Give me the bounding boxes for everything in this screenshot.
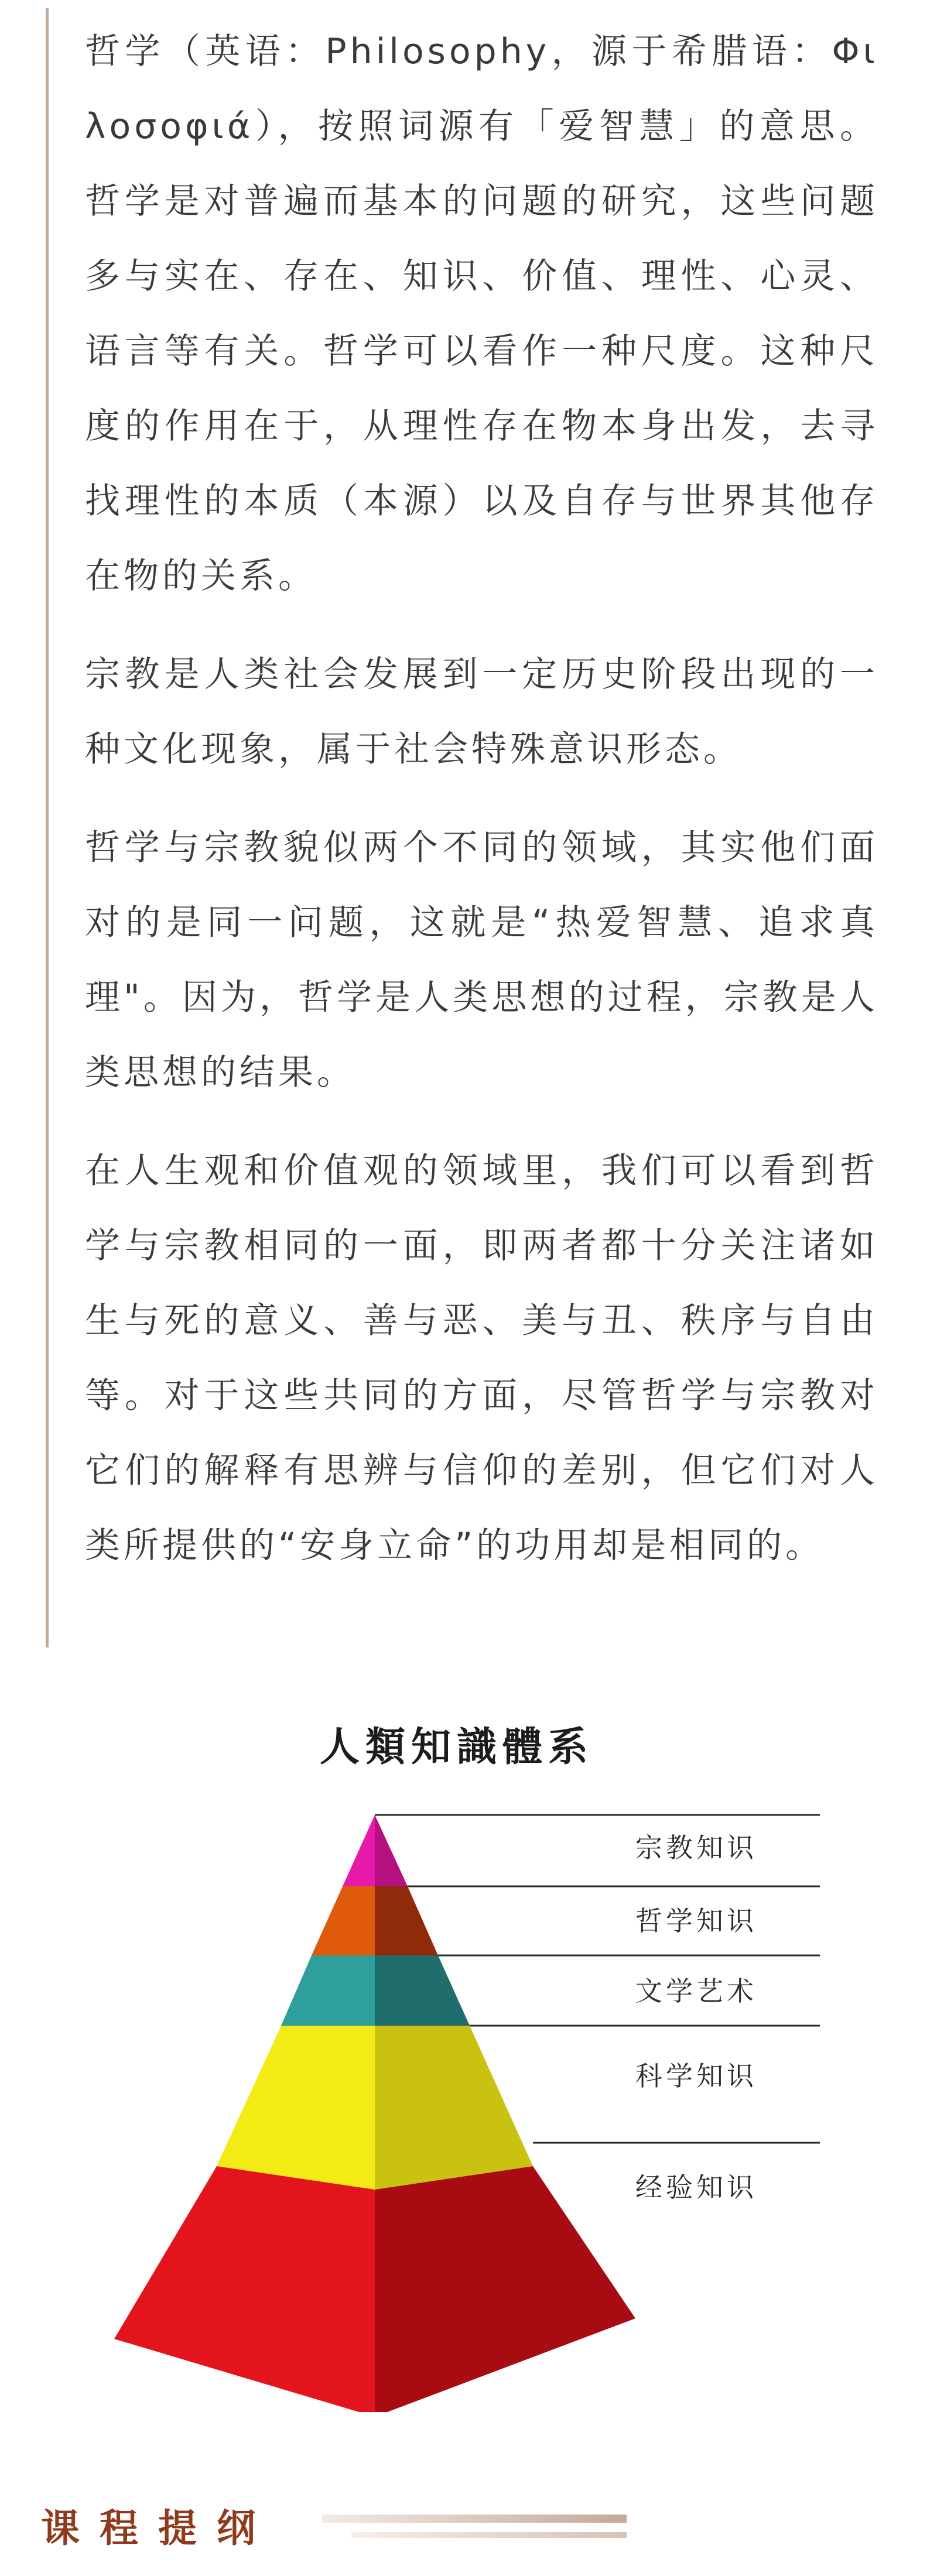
pyramid-layer-science-left	[217, 2026, 375, 2190]
quote-bar	[46, 8, 49, 1647]
section-title: 课程提纲	[41, 2506, 275, 2551]
paragraph-religion: 宗教是人类社会发展到一定历史阶段出现的一种文化现象，属于社会特殊意识形态。	[85, 654, 878, 770]
pyramid-layer-philosophy-left	[312, 1886, 375, 1955]
paragraph-values: 在人生观和价值观的领域里，我们可以看到哲学与宗教相同的一面，即两者都十分关注诸如生与死的意义、善与恶、美与丑、秩序与自由等。对于这些共同的方面，尽管哲学与宗教对它们的解释有思辨与信仰的差别，但它们对人类所提供的“安身立命”的功用却是相同的。	[85, 1150, 878, 1566]
label-literature-art: 文学艺术	[635, 1975, 757, 2007]
pyramid-graphic	[59, 1686, 878, 2412]
pyramid-layer-experience-left	[114, 2166, 375, 2412]
label-science-knowledge: 科学知识	[635, 2060, 757, 2092]
pyramid-layer-literature-right	[375, 1955, 470, 2026]
pyramid-layer-experience-right	[375, 2166, 635, 2412]
paragraph-comparison: 哲学与宗教貌似两个不同的领域，其实他们面对的是同一问题，这就是“热爱智慧、追求真理"。因为，哲学是人类思想的过程，宗教是人类思想的结果。	[85, 827, 878, 1093]
label-experience-knowledge: 经验知识	[635, 2171, 757, 2203]
label-religion-knowledge: 宗教知识	[635, 1832, 757, 1864]
pyramid-layer-religion-right	[375, 1815, 408, 1886]
figure-title: 人類知識體系	[319, 1724, 594, 1770]
label-philosophy-knowledge: 哲学知识	[635, 1905, 757, 1937]
pyramid-layer-science-right	[375, 2026, 533, 2190]
section-divider-line	[322, 2515, 627, 2523]
pyramid-layer-religion-left	[343, 1815, 375, 1886]
article-body	[85, 14, 878, 1606]
pyramid-layer-literature-left	[281, 1955, 375, 2026]
section-divider-line-secondary	[351, 2532, 627, 2538]
pyramid-layer-philosophy-right	[375, 1886, 438, 1955]
paragraph-philosophy: 哲学（英语：Philosophy，源于希腊语：Φιλοσοφιά），按照词源有「爱智慧」的意思。哲学是对普遍而基本的问题的研究，这些问题多与实在、存在、知识、价值、理性、心灵、语言等有关。哲学可以看作一种尺度。这种尺度的作用在于，从理性存在物本身出发，去寻找理性的本质（本源）以及自存与世界其他存在物的关系。	[85, 31, 878, 597]
section-heading	[41, 2497, 896, 2561]
knowledge-pyramid-figure	[59, 1686, 878, 2412]
